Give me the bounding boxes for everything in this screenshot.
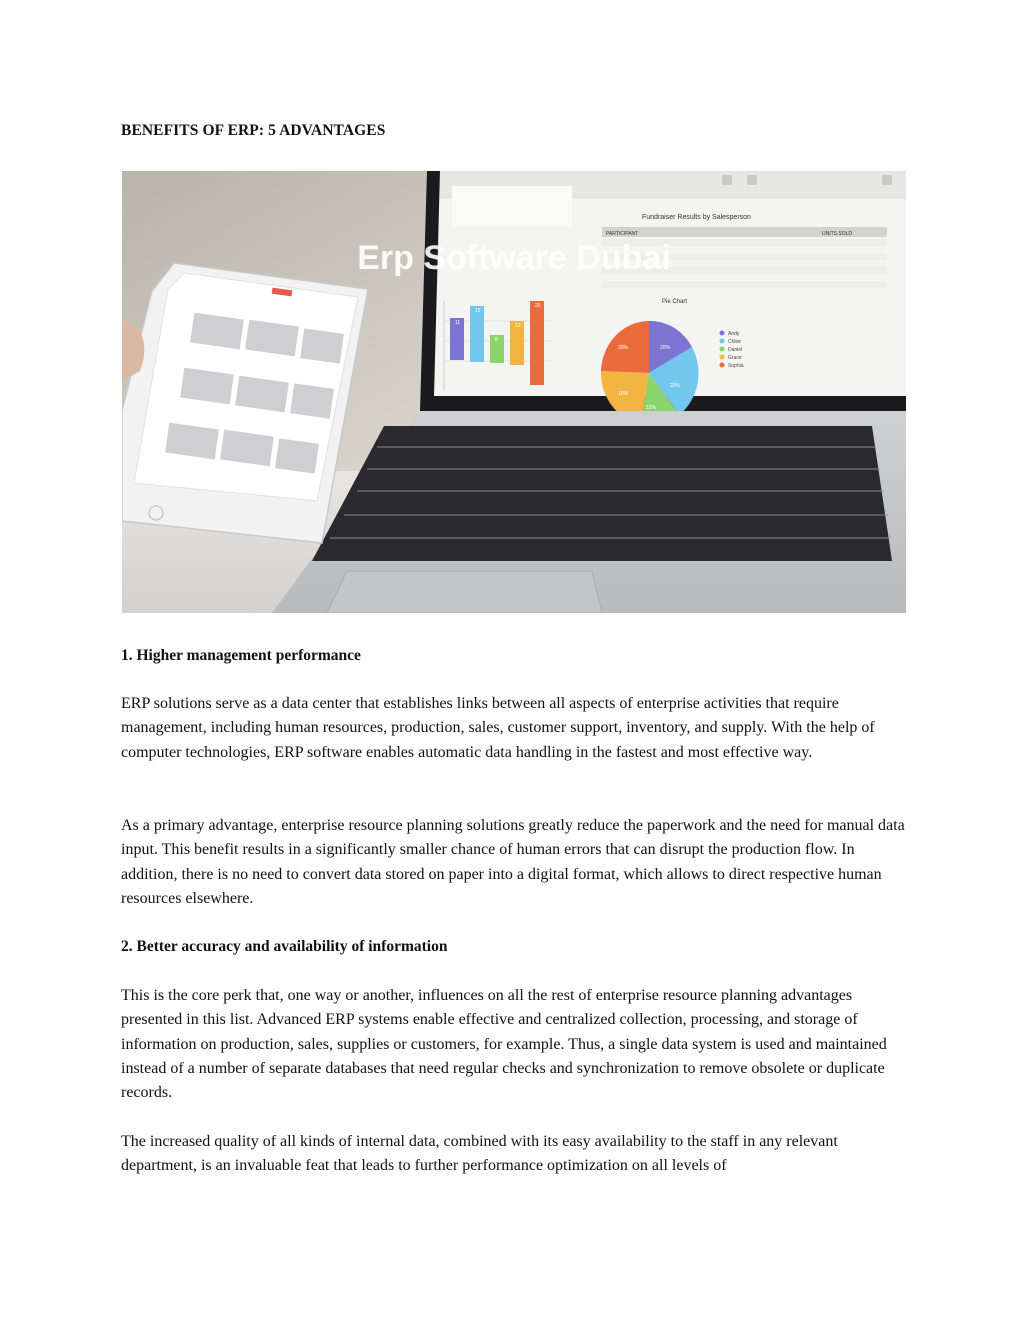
toolbar-icon	[747, 175, 757, 185]
bar-label: 25	[535, 303, 541, 309]
bar-chloe	[470, 306, 484, 362]
col-units: UNITS SOLD	[822, 231, 853, 237]
section-2-heading: 2. Better accuracy and availability of information	[121, 938, 448, 955]
legend-item: Daniel	[728, 347, 743, 353]
pie-label: 10%	[646, 405, 657, 411]
toolbar-icon	[722, 175, 732, 185]
fundraiser-title: Fundraiser Results by Salesperson	[642, 214, 751, 221]
legend-item: Chloe	[728, 339, 742, 345]
hero-caption: Erp Software Dubai	[357, 239, 671, 277]
section-2-paragraph-1: This is the core perk that, one way or another, influences on all the rest of enterprise resource planning advantages presented in this list. Advanced ERP systems enable effective and centralized collection, processing, and storage of information on production, sales, supplies or customers, for example. Thus, a single data system is used and maintained instead of a number of separate databases that need regular checks and synchronization to remove obsolete or duplicate records.	[121, 987, 887, 1102]
bar-label: 8	[495, 337, 498, 343]
section-2-paragraph-2: The increased quality of all kinds of internal data, combined with its easy availability to the staff in any relevant department, is an invaluable feat that leads to further performance optimization on all levels of	[121, 1133, 838, 1175]
legend-item: Sophia	[728, 363, 744, 369]
pie-title: Pie Chart	[662, 299, 688, 305]
laptop-tablet-photo	[122, 171, 906, 613]
col-participant: PARTICIPANT	[606, 231, 639, 237]
section-1-paragraph-2: As a primary advantage, enterprise resource planning solutions greatly reduce the paperwork and the need for manual data input. This benefit results in a significantly smaller chance of human errors that can disrupt the production flow. In addition, there is no need to convert data stored on paper into a digital format, which allows to direct respective human resources elsewhere.	[121, 817, 905, 907]
pie-label: 20%	[660, 345, 671, 351]
keyboard	[312, 426, 892, 561]
pie-label: 30%	[618, 345, 629, 351]
bar-label: 11	[455, 320, 461, 326]
legend-item: Grace	[728, 355, 742, 361]
hero-image	[122, 171, 906, 613]
bar-sophia	[530, 301, 544, 385]
trackpad	[327, 571, 602, 613]
page-title: BENEFITS OF ERP: 5 ADVANTAGES	[121, 122, 386, 139]
bar-label: 15	[475, 308, 481, 314]
bar-label: 13	[515, 323, 521, 329]
text-snippet	[452, 186, 572, 226]
section-1-paragraph-1: ERP solutions serve as a data center that establishes links between all aspects of enterprise activities that require management, including human resources, production, sales, customer support, inventory, and supply. With the help of computer technologies, ERP software enables automatic data handling in the fastest and most effective way.	[121, 695, 875, 761]
pie-label: 10%	[618, 391, 629, 397]
legend-item: Andy	[728, 331, 740, 337]
toolbar-icon	[882, 175, 892, 185]
pie-label: 20%	[670, 383, 681, 389]
section-1-heading: 1. Higher management performance	[121, 647, 361, 664]
